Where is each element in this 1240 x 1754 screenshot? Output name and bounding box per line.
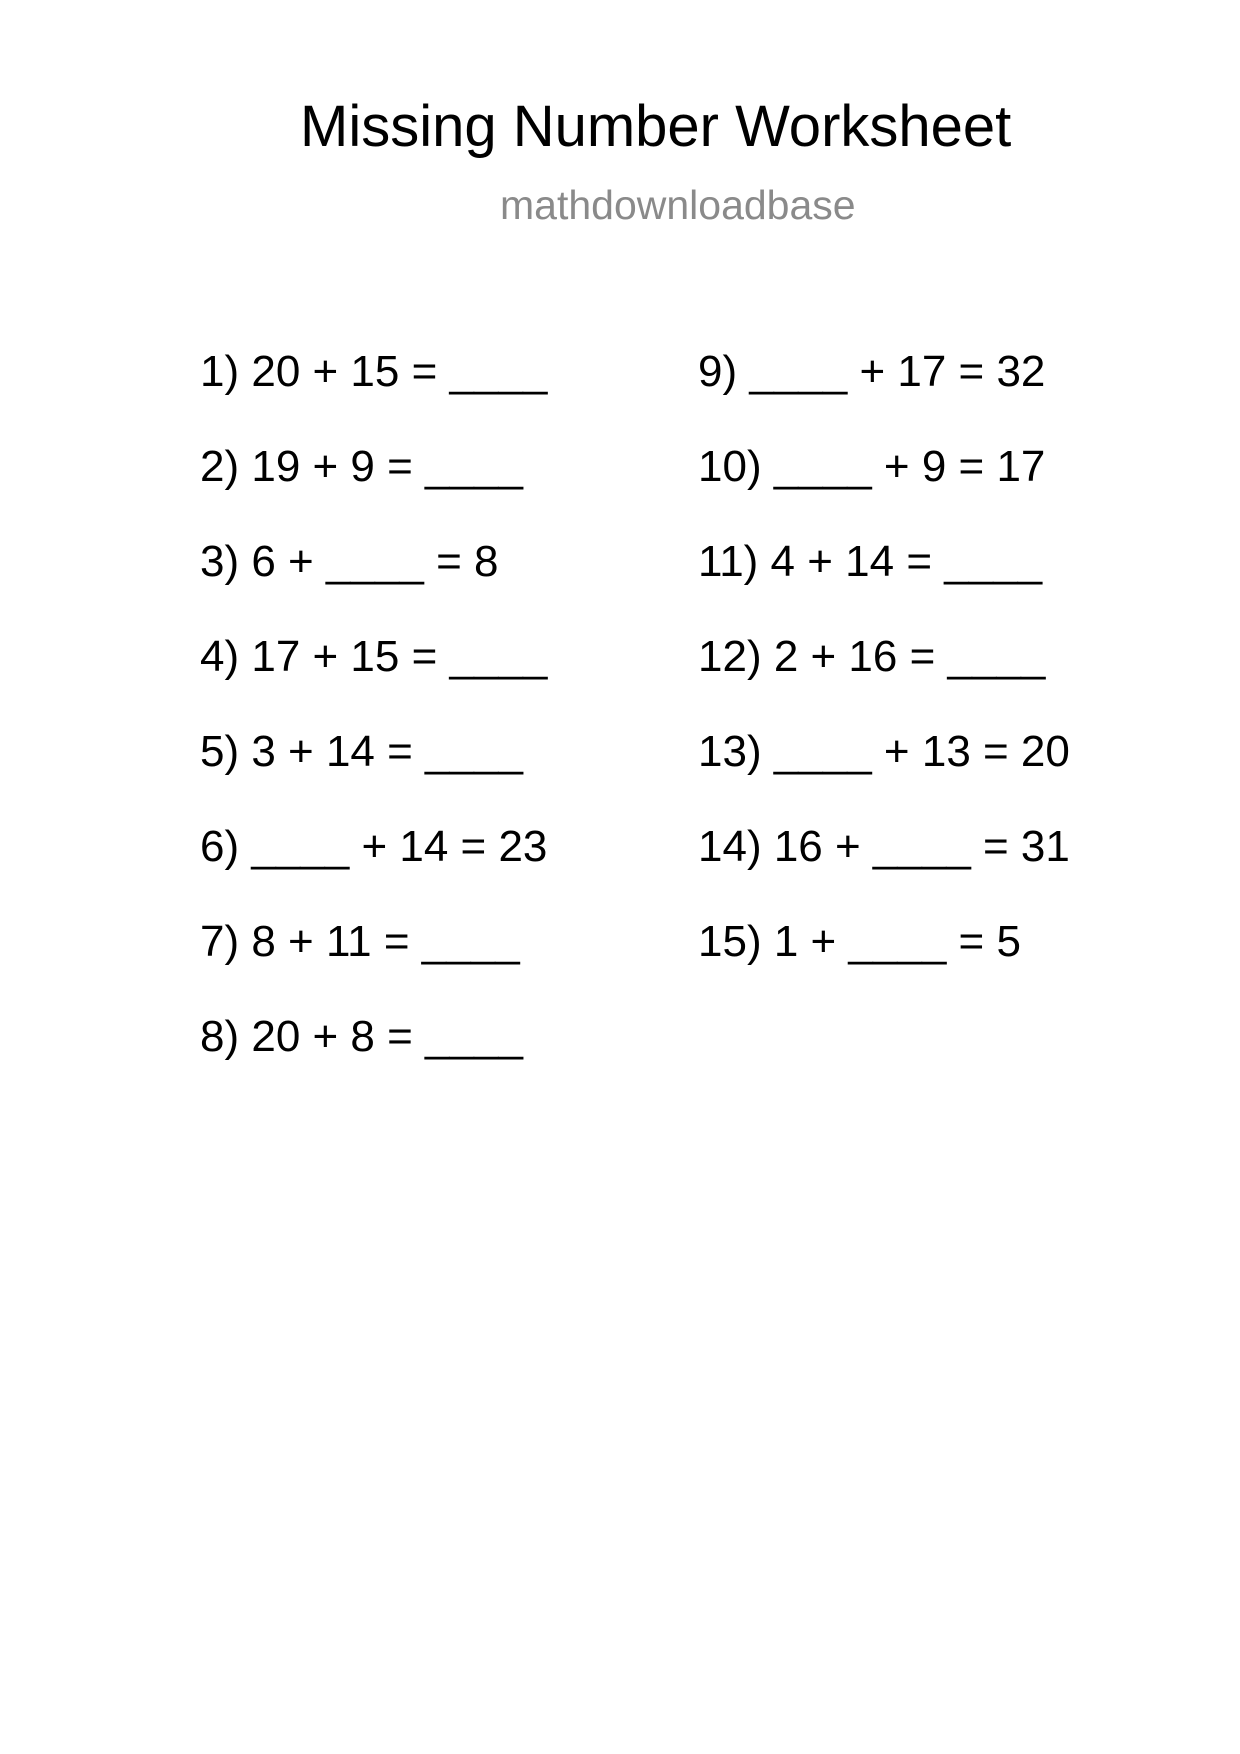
problem-12: 12) 2 + 16 = ____ [698,632,1046,681]
worksheet-source: mathdownloadbase [500,182,856,228]
problem-7: 7) 8 + 11 = ____ [200,917,520,966]
problem-13: 13) ____ + 13 = 20 [698,727,1070,776]
problem-6: 6) ____ + 14 = 23 [200,822,548,871]
problem-14: 14) 16 + ____ = 31 [698,822,1070,871]
problem-11: 11) 4 + 14 = ____ [698,537,1043,586]
problem-15: 15) 1 + ____ = 5 [698,917,1021,966]
problem-8: 8) 20 + 8 = ____ [200,1012,523,1061]
problem-9: 9) ____ + 17 = 32 [698,347,1046,396]
problem-column-left [200,347,548,1110]
problem-column-right [698,347,1070,1015]
problem-3: 3) 6 + ____ = 8 [200,537,499,586]
problem-10: 10) ____ + 9 = 17 [698,442,1046,491]
problem-2: 2) 19 + 9 = ____ [200,442,523,491]
problem-5: 5) 3 + 14 = ____ [200,727,523,776]
problem-4: 4) 17 + 15 = ____ [200,632,548,681]
problem-1: 1) 20 + 15 = ____ [200,347,548,396]
worksheet-title: Missing Number Worksheet [300,94,1012,159]
